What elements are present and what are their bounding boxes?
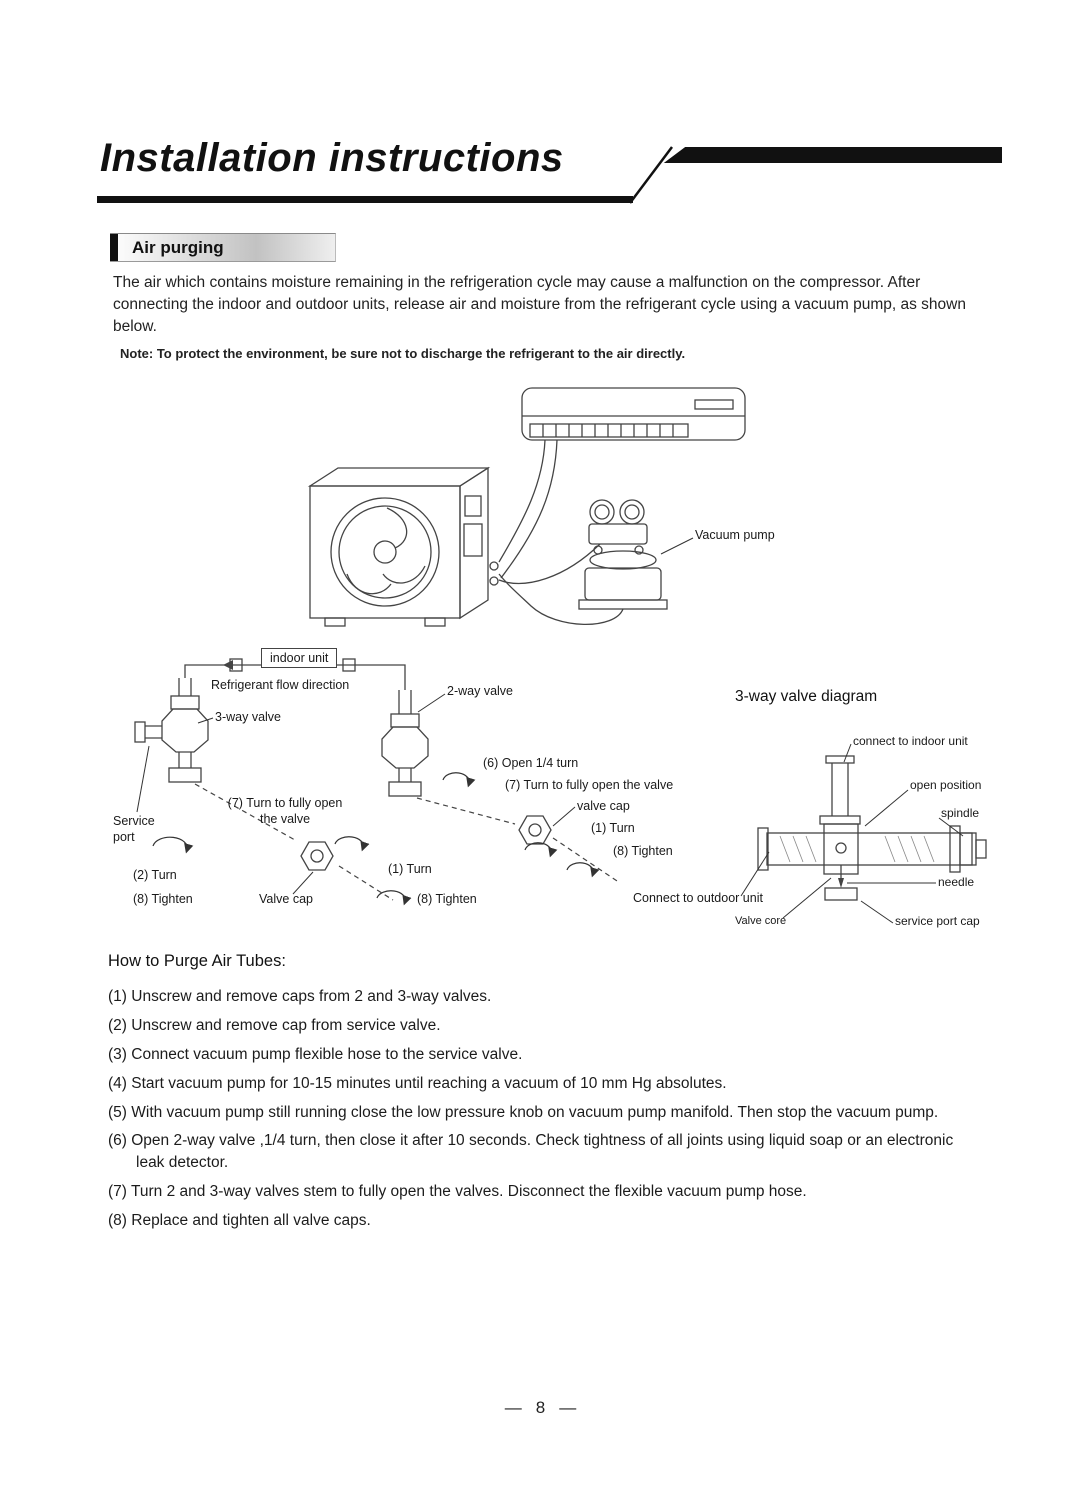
label-tighten-mid: (8) Tighten — [417, 892, 477, 906]
label-turn-right: (1) Turn — [591, 821, 635, 835]
environment-note: Note: To protect the environment, be sure not to discharge the refrigerant to the air directly. — [120, 346, 686, 361]
indoor-unit-drawing — [522, 388, 745, 440]
three-way-valve-drawing — [135, 678, 208, 782]
intro-paragraph: The air which contains moisture remaining in the refrigeration cycle may cause a malfunction on the compressor. After connecting the indoor and outdoor units, release air and moisture from the refrigerant cycle using a vacuum pump, as shown below. — [113, 274, 966, 335]
page-title: Installation instructions — [100, 136, 564, 180]
label-three-way-valve: 3-way valve — [215, 710, 281, 724]
label-refrigerant-flow-direction: Refrigerant flow direction — [211, 678, 350, 692]
label-valve-cap-right: valve cap — [577, 799, 630, 813]
label-tighten-service: (8) Tighten — [133, 892, 193, 906]
label-valve-cap-left: Valve cap — [259, 892, 313, 906]
label-two-way-valve: 2-way valve — [447, 684, 513, 698]
label-vacuum-pump: Vacuum pump — [695, 528, 775, 542]
instruction-step: (4) Start vacuum pump for 10-15 minutes until reaching a vacuum of 10 mm Hg absolutes. — [108, 1074, 727, 1092]
instruction-step: (8) Replace and tighten all valve caps. — [108, 1211, 371, 1229]
label-connect-to-indoor-unit: connect to indoor unit — [853, 734, 968, 748]
label-service-port-cap: service port cap — [895, 914, 980, 928]
air-purging-diagram — [95, 378, 1075, 958]
footer-dash-right: — — [559, 1398, 579, 1417]
page-number: 8 — [535, 1398, 548, 1417]
instruction-step: (2) Unscrew and remove cap from service valve. — [108, 1016, 441, 1034]
instruction-steps — [108, 986, 980, 1238]
label-turn-service: (2) Turn — [133, 868, 177, 882]
instruction-step: (7) Turn 2 and 3-way valves stem to fully open the valves. Disconnect the flexible vacuum pump hose. — [108, 1182, 807, 1200]
label-spindle: spindle — [941, 806, 980, 820]
label-tighten-right: (8) Tighten — [613, 844, 673, 858]
cross-section-hatching — [780, 836, 934, 862]
section-title: Air purging — [132, 237, 224, 257]
instruction-step: (6) Open 2-way valve ,1/4 turn, then close it after 10 seconds. Check tightness of all joints using liquid soap or an electronic leak detector. — [108, 1132, 954, 1171]
label-turn-mid: (1) Turn — [388, 862, 432, 876]
instruction-step: (5) With vacuum pump still running close the low pressure knob on vacuum pump manifold. Then stop the vacuum pump. — [108, 1103, 939, 1121]
label-indoor-unit: indoor unit — [261, 648, 337, 668]
instruction-step: (1) Unscrew and remove caps from 2 and 3-way valves. — [108, 988, 492, 1005]
label-open-position: open position — [910, 778, 982, 792]
label-connect-to-outdoor-unit: Connect to outdoor unit — [633, 891, 763, 905]
section-heading-box — [110, 233, 336, 262]
two-way-valve-drawing — [382, 690, 428, 796]
label-open-quarter-turn: (6) Open 1/4 turn — [483, 756, 579, 770]
page-footer — [0, 1398, 1083, 1418]
title-underline-bar — [97, 196, 633, 203]
vacuum-pump-drawing — [499, 500, 667, 624]
outdoor-unit-drawing — [310, 468, 498, 626]
refrigerant-pipes-drawing — [499, 440, 557, 578]
instruction-step: (3) Connect vacuum pump flexible hose to the service valve. — [108, 1045, 523, 1063]
label-turn-fully-open-left: (7) Turn to fully open the valve — [227, 796, 343, 826]
footer-dash-left: — — [504, 1398, 524, 1417]
label-valve-core: Valve core — [735, 915, 787, 927]
label-turn-fully-open-right: (7) Turn to fully open the valve — [505, 778, 674, 792]
howto-heading: How to Purge Air Tubes: — [108, 952, 286, 970]
diagram-line-art — [95, 378, 1075, 958]
header-accent-bar — [646, 147, 1002, 163]
label-three-way-valve-diagram-title: 3-way valve diagram — [735, 688, 878, 705]
label-needle: needle — [938, 875, 975, 889]
label-service-port: Service port — [113, 814, 155, 844]
